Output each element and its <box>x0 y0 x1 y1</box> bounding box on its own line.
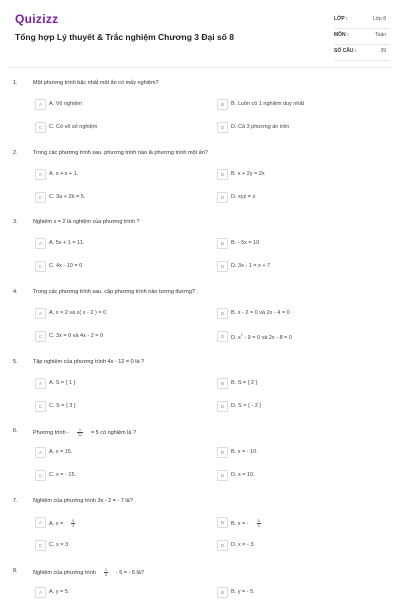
question-4 <box>0 289 400 349</box>
question-5 <box>0 359 400 419</box>
option-letter: A <box>35 99 46 110</box>
option-letter: D <box>217 540 228 551</box>
option-letter: A <box>35 169 46 180</box>
meta-label-count: SỐ CÂU : <box>334 48 357 54</box>
question-text <box>33 428 136 437</box>
option-text: B. x + 2y = 2x <box>231 171 265 177</box>
fraction-numerator: 5 <box>257 519 260 523</box>
question-text-part: = 5 có nghiệm là ? <box>90 429 137 436</box>
option-letter: B <box>217 517 228 528</box>
fraction <box>77 428 83 437</box>
question-2 <box>0 150 400 210</box>
option-text: C. S = { 3 } <box>49 403 76 409</box>
question-3 <box>0 219 400 279</box>
question-8 <box>0 568 400 600</box>
option-text <box>231 333 292 341</box>
fraction-denominator: 3 <box>104 573 107 577</box>
option-letter: C <box>35 331 46 342</box>
question-text: Nghiệm x = 2 là nghiệm của phương trình ? <box>33 219 140 225</box>
option-text <box>231 519 263 528</box>
option-letter: D <box>217 122 228 133</box>
option-letter: B <box>217 169 228 180</box>
option-letter: C <box>35 261 46 272</box>
question-7 <box>0 498 400 558</box>
option-letter: D <box>217 331 228 342</box>
question-number: 3. <box>13 219 18 225</box>
fraction <box>257 519 261 528</box>
question-text-part: Phương trình - <box>33 429 70 436</box>
option-letter: A <box>35 447 46 458</box>
worksheet-meta <box>334 13 390 61</box>
option-text: D. x = 10. <box>231 472 255 478</box>
option-text: A. 5x + 1 = 11. <box>49 240 85 246</box>
question-number: 5. <box>13 359 18 365</box>
fraction-denominator: 3 <box>257 524 260 528</box>
question-number: 8. <box>13 568 18 574</box>
option-text-part: B. x = - <box>231 520 249 527</box>
question-number: 6. <box>13 428 18 434</box>
quizizz-logo: Quizizz <box>15 12 59 26</box>
question-number: 7. <box>13 498 18 504</box>
fraction-denominator: 21 <box>78 433 82 437</box>
option-letter: B <box>217 587 228 598</box>
question-text: Trong các phương trình sau, phương trình nào là phương trình một ẩn? <box>33 150 208 156</box>
option-letter: D <box>217 192 228 203</box>
option-text: C. 3x = 0 và 4x - 2 = 0 <box>49 333 104 339</box>
question-number: 2. <box>13 150 18 156</box>
option-text: A. x + x + 1. <box>49 171 79 177</box>
option-text-part: A. x = <box>49 520 64 527</box>
fraction-denominator: 3 <box>72 524 75 528</box>
meta-row-count <box>334 45 390 61</box>
fraction <box>104 568 108 577</box>
option-text: B. - 5x = 10 <box>231 240 260 246</box>
option-text: C. 3a + 2b = 5. <box>49 194 86 200</box>
option-text: D. S = { - 3 } <box>231 403 262 409</box>
option-text: C. x = - 15. <box>49 472 77 478</box>
meta-value-subject: Toán <box>375 32 386 38</box>
meta-row-class <box>334 13 390 29</box>
option-letter: B <box>217 238 228 249</box>
option-letter: D <box>217 261 228 272</box>
meta-value-class: Lớp 8 <box>372 16 386 22</box>
option-text: D. Cả 3 phương án trên <box>231 124 290 130</box>
option-letter: A <box>35 308 46 319</box>
meta-label-class: LỚP : <box>334 16 348 22</box>
option-letter: A <box>35 238 46 249</box>
option-letter: B <box>217 308 228 319</box>
option-letter: A <box>35 587 46 598</box>
question-text-part: - 5 = - 5 là? <box>115 569 144 576</box>
option-text: A. x = 15. <box>49 449 73 455</box>
question-6 <box>0 428 400 488</box>
option-text: C. x = 3 <box>49 542 69 548</box>
option-text: B. Luôn có 1 nghiệm duy nhất <box>231 101 305 107</box>
option-letter: C <box>35 540 46 551</box>
fraction <box>71 519 75 528</box>
fraction-numerator: 1 <box>104 568 107 572</box>
header-divider <box>8 67 392 68</box>
meta-label-subject: MÔN : <box>334 32 349 38</box>
fraction-numerator: 5 <box>72 519 75 523</box>
option-text: D. x = - 3. <box>231 542 255 548</box>
option-text: B. y = - 5. <box>231 589 255 595</box>
option-letter: A <box>35 517 46 528</box>
option-letter: A <box>35 378 46 389</box>
option-text <box>49 519 77 528</box>
option-text: A. x = 2 và x( x - 2 ) = 0 <box>49 310 107 316</box>
option-text: B. S = { 2 } <box>231 380 258 386</box>
option-letter: B <box>217 447 228 458</box>
option-text: D. 3x - 1 = x + 7 <box>231 263 271 269</box>
option-text-part: D. x <box>231 334 241 341</box>
option-letter: C <box>35 470 46 481</box>
question-text: Trong các phương trình sau, cặp phương trình nào tương đương? <box>33 289 195 295</box>
option-text: A. y = 5. <box>49 589 70 595</box>
option-text: B. x - 2 = 0 và 2x - 4 = 0 <box>231 310 290 316</box>
option-text: A. Vô nghiệm <box>49 101 83 107</box>
worksheet-title: Tổng hợp Lý thuyết & Trắc nghiệm Chương 3 Đại số 8 <box>15 32 234 42</box>
meta-row-subject <box>334 29 390 45</box>
question-text <box>33 568 144 577</box>
question-number: 1. <box>13 80 18 86</box>
option-letter: D <box>217 470 228 481</box>
option-letter: B <box>217 99 228 110</box>
question-text-part: Nghiệm của phương trình <box>33 569 96 576</box>
option-text-part: - 9 = 0 và 2x - 8 = 0 <box>242 334 292 341</box>
question-1 <box>0 80 400 140</box>
question-text: Tập nghiệm của phương trình 4x - 12 = 0 là ? <box>33 359 145 365</box>
option-text: A. S = { 1 } <box>49 380 76 386</box>
exponent: 2 <box>240 333 243 337</box>
option-letter: D <box>217 401 228 412</box>
option-letter: C <box>35 122 46 133</box>
option-text: D. xyz = x <box>231 194 256 200</box>
option-text: B. x = - 10. <box>231 449 258 455</box>
option-text: C. 4x - 10 = 0 <box>49 263 83 269</box>
question-text: Một phương trình bậc nhất một ẩn có mấy nghiệm? <box>33 80 159 86</box>
option-text: C. Có vô số nghiệm <box>49 124 98 130</box>
question-text: Nghiệm của phương trình 3x - 2 = - 7 là? <box>33 498 133 504</box>
fraction-numerator: 1 <box>79 428 81 432</box>
meta-value-count: 39 <box>380 48 386 54</box>
option-letter: C <box>35 401 46 412</box>
question-number: 4. <box>13 289 18 295</box>
option-letter: C <box>35 192 46 203</box>
option-letter: B <box>217 378 228 389</box>
